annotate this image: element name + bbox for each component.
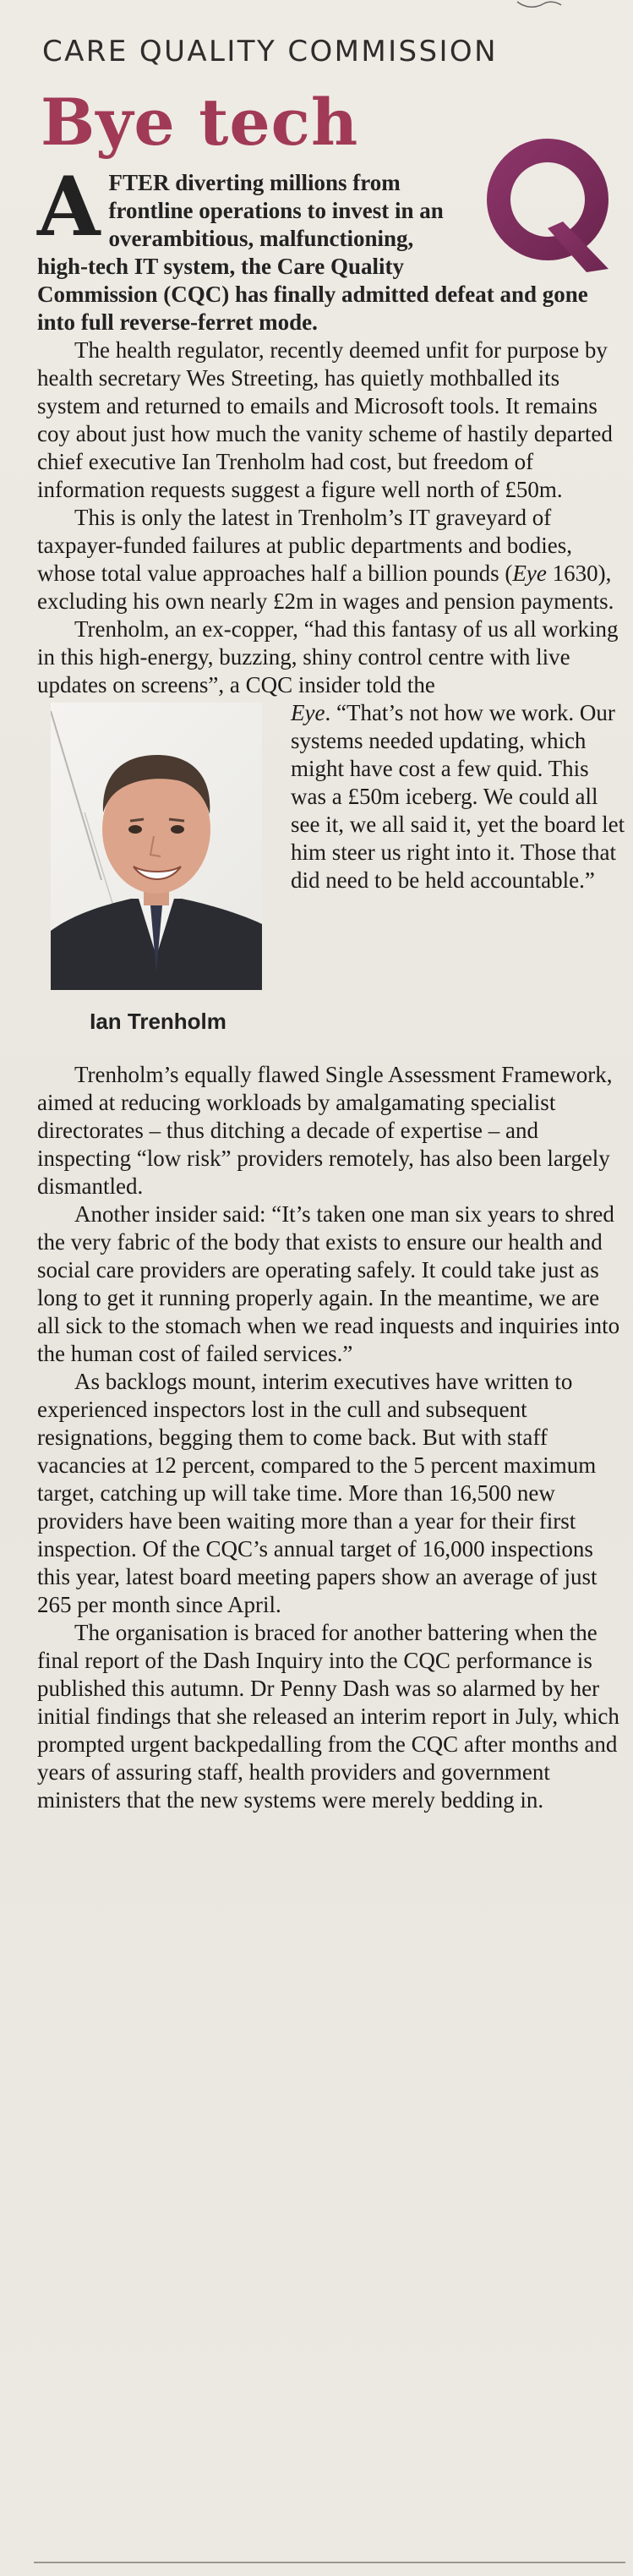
paragraph-2-text-b: ), excluding his own nearly £2m in wages and pension payments. (37, 561, 614, 614)
paragraph-2 (37, 504, 625, 615)
portrait-photo-icon (51, 703, 262, 990)
photo-caption: Ian Trenholm (90, 1009, 226, 1034)
bottom-rule (34, 2562, 625, 2563)
logo-spacer (465, 169, 625, 279)
paragraph-7: The organisation is braced for another battering when the final report of the Dash Inquiry into the CQC performance is published this autumn. Dr Penny Dash was so alarmed by her initial findings that she released an interim report in July, which prompted urgent backpedalling from the CQC after months and years of assuring staff, health providers and government ministers that the new systems were merely bedding in. (37, 1620, 619, 1813)
paragraph-1: The health regulator, recently deemed unfit for purpose by health secretary Wes Streeting, has quietly mothballed its system and returned to emails and Microsoft tools. It remains coy about just how much the vanity scheme of hastily departed chief executive Ian Trenholm had cost, but freedom of information requests suggest a figure well north of £50m. (37, 337, 613, 502)
paragraph-4: Trenholm’s equally flawed Single Assessment Framework, aimed at reducing workloads by amalgamating specialist directorates – thus ditching a decade of expertise – and inspecting “low risk” providers remotely, has also been largely dismantled. (37, 1062, 613, 1199)
article-body (37, 159, 625, 1814)
eye-reference-2: Eye (291, 700, 325, 725)
photo-block (44, 703, 272, 1058)
clipping-mark-icon (514, 0, 565, 12)
paragraph-5: Another insider said: “It’s taken one man six years to shred the very fabric of the body that exists to ensure our health and social care providers are operating safely. It could take just as long to get it running properly again. In the meantime, we are all sick to the stomach when we read inquests and inquiries into the human cost of failed services.” (37, 1201, 620, 1366)
drop-cap: A (37, 159, 101, 254)
paragraph-3-text-b: . “That’s not how we work. Our systems needed updating, which might have cost a few quid. This was a £50m iceberg. We could all see it, we all said it, yet the board let him steer us right into it. Those that did need to be held accountable.” (291, 700, 625, 893)
paragraph-3-text-a: Trenholm, an ex-copper, “had this fantasy of us all working in this high-energy, buzzing, shiny control centre with live updates on screens”, a CQC insider told the (37, 616, 619, 697)
intro-paragraph: FTER diverting millions from frontline operations to invest in an overambitious, malfunctioning, high-tech IT system, the Care Quality Commission (CQC) has finally admitted defeat and gone into full reverse-ferret mode. (37, 170, 588, 335)
paragraph-3-lead (37, 615, 625, 699)
eye-reference-1: Eye (512, 561, 547, 586)
paragraph-2-text-a: This is only the latest in Trenholm’s IT graveyard of taxpayer-funded failures at public departments and bodies, whose total value approaches half a billion pounds ( (37, 505, 572, 586)
headline: Bye tech (41, 85, 359, 160)
section-label: CARE QUALITY COMMISSION (42, 35, 498, 68)
paragraph-6: As backlogs mount, interim executives have written to experienced inspectors lost in the cull and subsequent resignations, begging them to come back. But with staff vacancies at 12 percent, compared to the 5 percent maximum target, catching up will take time. More than 16,500 new providers have been waiting more than a year for their first inspection. Of the CQC’s annual target of 16,000 inspections this year, latest board meeting papers show an average of just 265 per month since April. (37, 1369, 598, 1617)
eye-issue-number: 1630 (546, 561, 598, 586)
